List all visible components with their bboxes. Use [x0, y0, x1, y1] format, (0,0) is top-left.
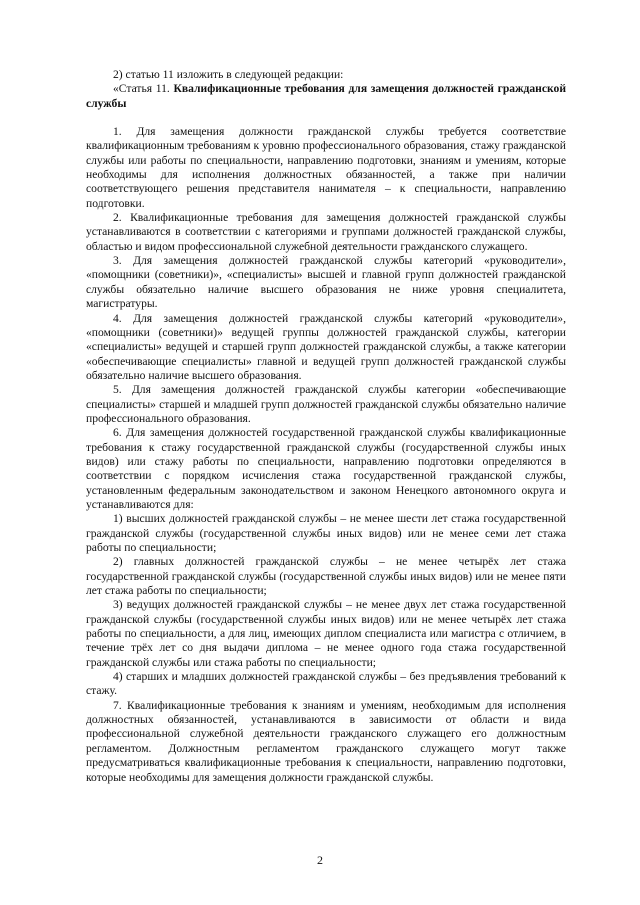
- paragraph-6: 6. Для замещения должностей государственной гражданской службы квалификационные требования к стажу государственной гражданской службы (государственной службы иных видов) или стажу работы по специальности, направлению подготовки определяются в соответствии с порядком исчисления стажа государственной гражданской службы, установленным федеральным законодательством и законом Ненецкого автономного округа и устанавливаются для:: [86, 426, 566, 511]
- paragraph-7: 7. Квалификационные требования к знаниям и умениям, необходимым для исполнения должностных обязанностей, устанавливаются в зависимости от области и вида профессиональной служебной деятельности гражданского служащего его должностным регламентом. Должностным регламентом гражданского служащего могут также предусматриваться квалификационные требования к специальности, направлению подготовки, которые необходимы для замещения должности гражданской службы.: [86, 698, 566, 784]
- article-heading: [86, 82, 566, 111]
- article-prefix: «Статья 11.: [113, 82, 170, 96]
- intro-line: 2) статью 11 изложить в следующей редакции:: [113, 68, 344, 81]
- page-number: 2: [317, 853, 323, 867]
- article-title: Квалификационные требования для замещения должностей гражданской службы: [86, 82, 567, 110]
- paragraph-3: 3. Для замещения должностей гражданской службы категорий «руководители», «помощники (советники)», «специалисты» высшей и главной групп должностей гражданской службы обязательно наличие высшего образования не ниже уровня специалитета, магистратуры.: [86, 254, 566, 311]
- list-item-3: 3) ведущих должностей гражданской службы – не менее двух лет стажа государственной гражданской службы (государственной службы иных видов) или не менее четырёх лет стажа работы по специальности, а для лиц, имеющих диплом специалиста или магистра с отличием, в течение трёх лет со дня выдачи диплома – не менее одного года стажа государственной гражданской службы или стажа работы по специальности;: [86, 598, 566, 669]
- list-item-4: 4) старших и младших должностей гражданской службы – без предъявления требований к стажу.: [86, 670, 566, 698]
- paragraph-4: 4. Для замещения должностей гражданской службы категорий «руководители», «помощники (советники)» ведущей группы должностей гражданской службы, категории «специалисты» ведущей и старшей групп должностей гражданской службы, а также категории «обеспечивающие специалисты» главной и ведущей групп должностей гражданской службы обязательно наличие высшего образования.: [86, 311, 566, 382]
- document-body: [86, 68, 566, 785]
- paragraph-1: 1. Для замещения должности гражданской службы требуется соответствие квалификационным требованиям к уровню профессионального образования, стажу гражданской службы или работы по специальности, направлению подготовки, знаниям и умениям, которые необходимы для исполнения должностных обязанностей, а также при наличии соответствующего решения представителя нанимателя – к специальности, направлению подготовки.: [86, 125, 566, 210]
- list-item-2: 2) главных должностей гражданской службы – не менее четырёх лет стажа государственной гражданской службы (государственной службы иных видов) или не менее пяти лет стажа работы по специальности;: [86, 555, 566, 598]
- list-item-1: 1) высших должностей гражданской службы – не менее шести лет стажа государственной гражданской службы (государственной службы иных видов) или не менее семи лет стажа работы по специальности;: [86, 512, 566, 554]
- paragraph-2: 2. Квалификационные требования для замещения должностей гражданской службы устанавливаются в соответствии с категориями и группами должностей гражданской службы, областью и видом профессиональной служебной деятельности гражданского служащего.: [86, 211, 566, 253]
- paragraph-5: 5. Для замещения должностей гражданской службы категории «обеспечивающие специалисты» старшей и младшей групп должностей гражданской службы обязательно наличие профессионального образования.: [86, 383, 566, 425]
